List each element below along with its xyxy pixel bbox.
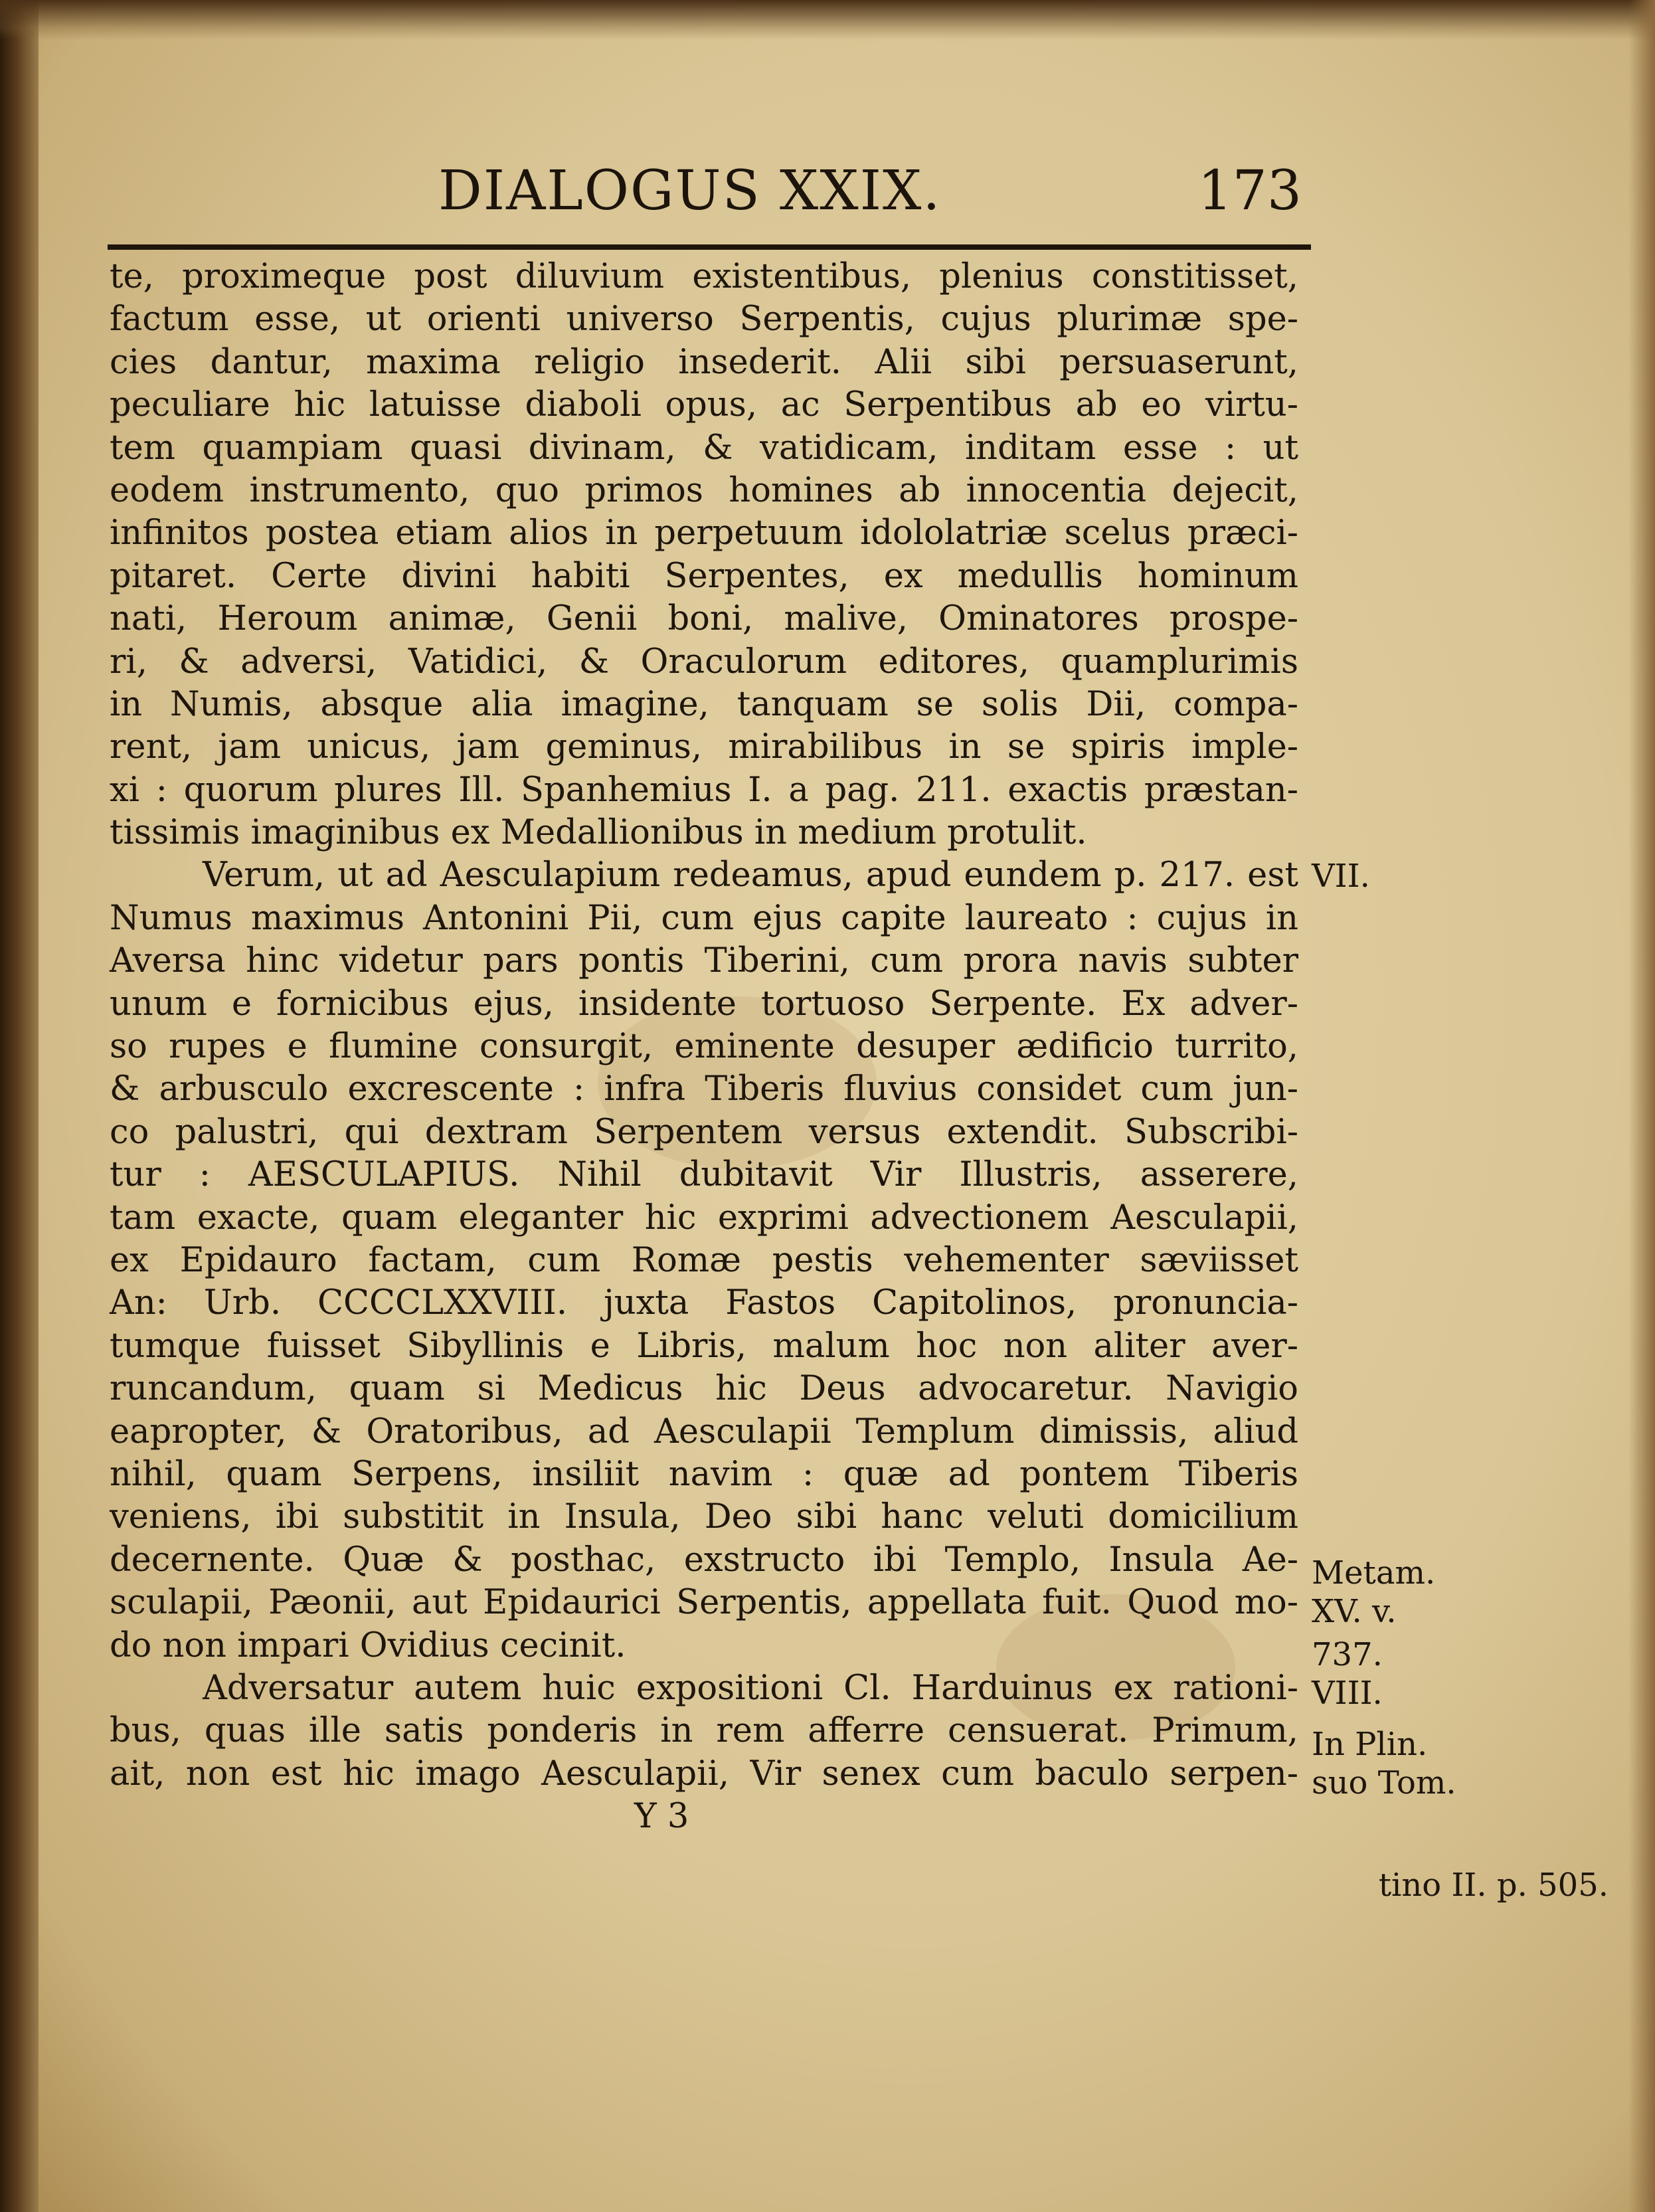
- binding-gutter: [0, 0, 39, 2212]
- text-line: Aversa hinc videtur pars pontis Tiberini, cum prora navis subter: [110, 941, 1298, 981]
- text-line: xi : quorum plures Ill. Spanhemius I. a pag. 211. exactis præstan-: [110, 770, 1298, 810]
- text-line: tur : AESCULAPIUS. Nihil dubitavit Vir Illustris, asserere,: [110, 1155, 1298, 1195]
- text-line: tissimis imaginibus ex Medallionibus in medium protulit.: [110, 813, 1087, 853]
- text-line: Verum, ut ad Aesculapium redeamus, apud eundem p. 217. est: [203, 856, 1298, 895]
- text-line: ex Epidauro factam, cum Romæ pestis vehementer sæviisset: [110, 1240, 1298, 1280]
- page-right-edge: [1628, 0, 1655, 2212]
- text-line: An: Urb. CCCCLXXVIII. juxta Fastos Capitolinos, pronuncia-: [110, 1283, 1298, 1323]
- margin-note: suo Tom.: [1312, 1764, 1456, 1801]
- margin-note: Metam.: [1312, 1554, 1436, 1592]
- text-line: cies dantur, maxima religio insederit. Alii sibi persuaserunt,: [110, 342, 1298, 382]
- text-line: eapropter, & Oratoribus, ad Aesculapii Templum dimissis, aliud: [110, 1412, 1298, 1451]
- text-line: tem quampiam quasi divinam, & vatidicam, inditam esse : ut: [110, 428, 1298, 468]
- text-line: rent, jam unicus, jam geminus, mirabilibus in se spiris imple-: [110, 727, 1298, 767]
- header-rule: [108, 244, 1311, 250]
- text-line: & arbusculo excrescente : infra Tiberis fluvius considet cum jun-: [110, 1069, 1298, 1109]
- margin-note: In Plin.: [1312, 1725, 1428, 1763]
- page-number: 173: [1197, 159, 1302, 223]
- text-line: bus, quas ille satis ponderis in rem afferre censuerat. Primum,: [110, 1711, 1298, 1751]
- margin-note: XV. v.: [1312, 1593, 1397, 1631]
- text-line: unum e fornicibus ejus, insidente tortuoso Serpente. Ex adver-: [110, 984, 1298, 1024]
- text-line: factum esse, ut orienti universo Serpentis, cujus plurimæ spe-: [110, 300, 1298, 339]
- text-line: nati, Heroum animæ, Genii boni, malive, Ominatores prospe-: [110, 599, 1298, 639]
- text-line: do non impari Ovidius cecinit.: [110, 1625, 626, 1665]
- text-line: Y 3: [634, 1797, 689, 1837]
- text-line: veniens, ibi substitit in Insula, Deo sibi hanc veluti domicilium: [110, 1497, 1298, 1537]
- margin-note: VII.: [1312, 857, 1370, 895]
- body-text: [110, 256, 1298, 1838]
- text-line: runcandum, quam si Medicus hic Deus advocaretur. Navigio: [110, 1369, 1298, 1409]
- text-line: ait, non est hic imago Aesculapii, Vir senex cum baculo serpen-: [110, 1754, 1298, 1794]
- text-line: peculiare hic latuisse diaboli opus, ac Serpentibus ab eo virtu-: [110, 385, 1298, 425]
- text-line: so rupes e flumine consurgit, eminente desuper ædificio turrito,: [110, 1027, 1298, 1067]
- text-line: ri, & adversi, Vatidici, & Oraculorum editores, quamplurimis: [110, 642, 1298, 682]
- page-header: [106, 159, 1308, 226]
- margin-note: VIII.: [1312, 1674, 1383, 1712]
- text-line: sculapii, Pæonii, aut Epidaurici Serpentis, appellata fuit. Quod mo-: [110, 1583, 1298, 1623]
- catchword: tino II. p. 505.: [1378, 1867, 1609, 1904]
- text-line: Adversatur autem huic expositioni Cl. Harduinus ex rationi-: [203, 1668, 1298, 1708]
- text-line: nihil, quam Serpens, insiliit navim : quæ ad pontem Tiberis: [110, 1454, 1298, 1494]
- text-line: Numus maximus Antonini Pii, cum ejus capite laureato : cujus in: [110, 898, 1298, 938]
- text-line: te, proximeque post diluvium existentibus, plenius constitisset,: [110, 257, 1298, 296]
- text-line: in Numis, absque alia imagine, tanquam se solis Dii, compa-: [110, 684, 1298, 724]
- text-line: pitaret. Certe divini habiti Serpentes, ex medullis hominum: [110, 556, 1298, 596]
- running-title: DIALOGUS XXIX.: [438, 159, 942, 223]
- margin-note: 737.: [1312, 1635, 1383, 1673]
- text-line: co palustri, qui dextram Serpentem versus extendit. Subscribi-: [110, 1112, 1298, 1152]
- text-line: infinitos postea etiam alios in perpetuum idololatriæ scelus præci-: [110, 513, 1298, 553]
- text-line: tumque fuisset Sibyllinis e Libris, malum hoc non aliter aver-: [110, 1326, 1298, 1366]
- text-line: eodem instrumento, quo primos homines ab innocentia dejecit,: [110, 470, 1298, 510]
- text-line: tam exacte, quam eleganter hic exprimi advectionem Aesculapii,: [110, 1198, 1298, 1238]
- text-line: decernente. Quæ & posthac, exstructo ibi Templo, Insula Ae-: [110, 1540, 1298, 1580]
